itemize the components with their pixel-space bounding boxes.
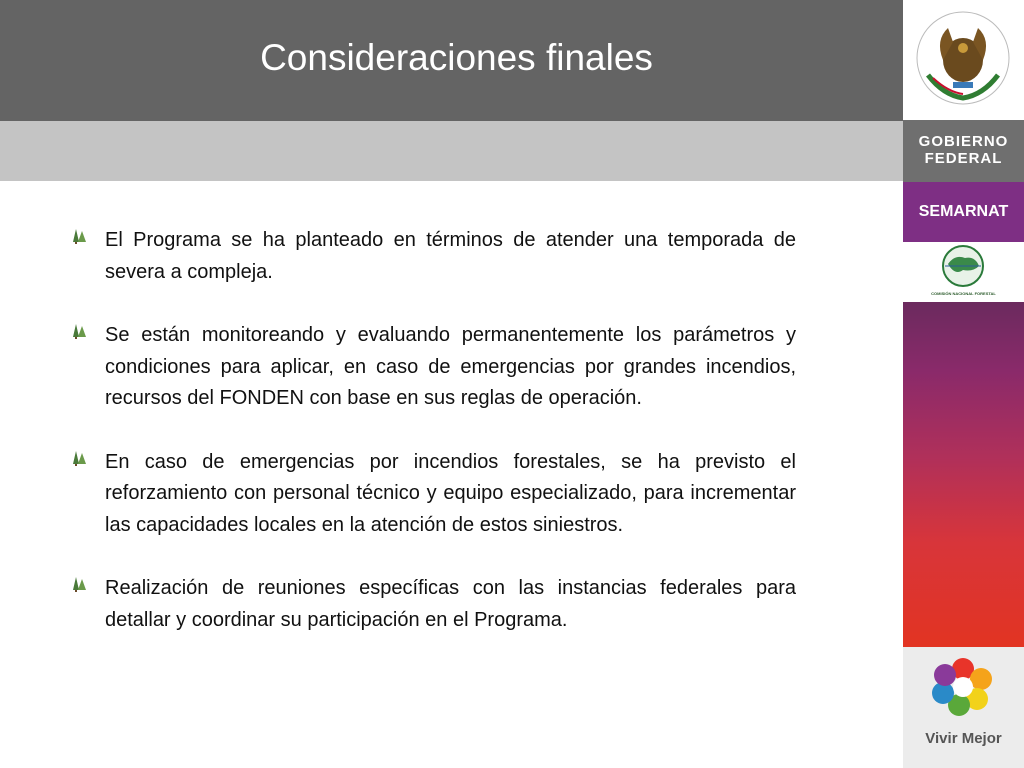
seal-icon — [903, 0, 1024, 120]
vivir-mejor-flower-icon — [903, 647, 1024, 727]
gobierno-line2: FEDERAL — [924, 150, 1003, 167]
vivir-mejor-logo — [903, 647, 1024, 768]
tree-icon — [72, 323, 88, 339]
conafor-logo — [903, 242, 1024, 302]
bullet-item — [72, 225, 796, 288]
tree-icon — [72, 576, 88, 592]
tree-icon — [72, 228, 88, 244]
bullet-item — [72, 320, 796, 415]
bullet-text: El Programa se ha planteado en términos de atender una temporada de severa a compleja. — [105, 229, 796, 283]
bullet-text: En caso de emergencias por incendios forestales, se ha previsto el reforzamiento con personal técnico y equipo especializado, para incrementar las capacidades locales en la atención de estos siniestros. — [105, 450, 796, 536]
bullet-list — [72, 225, 796, 668]
gobierno-line1: GOBIERNO — [918, 133, 1009, 150]
sidebar — [903, 0, 1024, 768]
conafor-icon — [903, 242, 1024, 292]
bullet-item — [72, 573, 796, 636]
subtitle-bar — [0, 121, 903, 181]
conafor-full-name: COMISIÓN NACIONAL FORESTAL — [931, 291, 996, 296]
tree-icon — [72, 450, 88, 466]
slide-title: Consideraciones finales — [260, 37, 653, 78]
semarnat-logo: SEMARNAT — [903, 182, 1024, 242]
bullet-item — [72, 447, 796, 542]
mexico-seal — [903, 0, 1024, 120]
vivir-mejor-label: Vivir Mejor — [925, 730, 1002, 747]
bullet-text: Realización de reuniones específicas con las instancias federales para detallar y coordinar su participación en el Programa. — [105, 577, 796, 631]
bullet-text: Se están monitoreando y evaluando permanentemente los parámetros y condiciones para aplicar, en caso de emergencias por grandes incendios, recursos del FONDEN con base en sus reglas de operación. — [105, 324, 796, 409]
gobierno-federal-logo — [903, 120, 1024, 182]
color-band — [903, 302, 1024, 647]
